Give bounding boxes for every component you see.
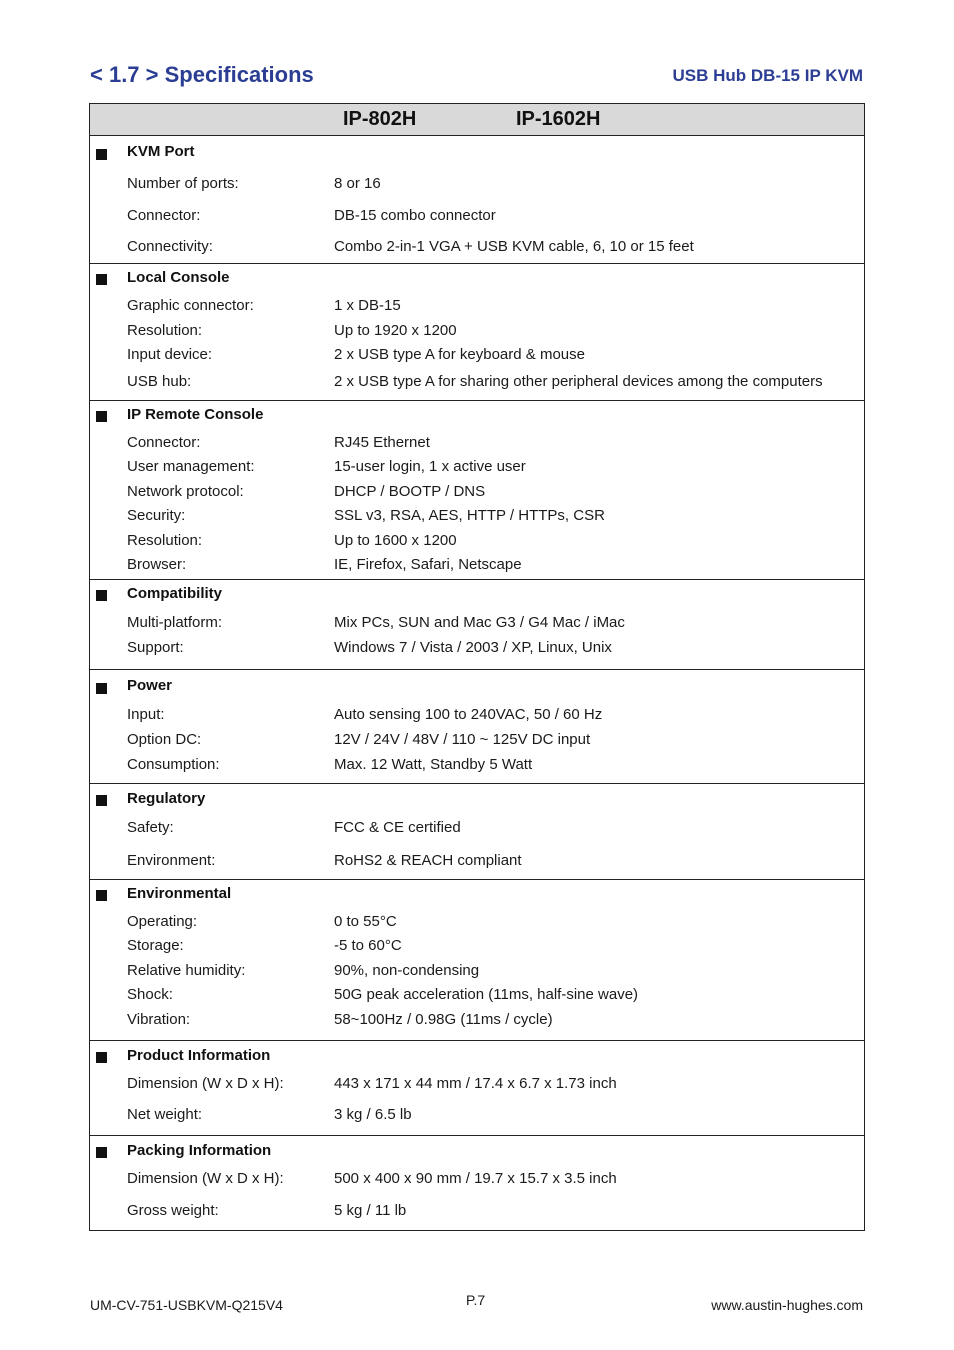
section-regulatory	[90, 785, 864, 880]
spec-label: Resolution:	[127, 322, 203, 339]
model-ip-1602h: IP-1602H	[516, 108, 601, 130]
section-title: Regulatory	[127, 790, 206, 807]
spec-label: Dimension (W x D x H):	[127, 1170, 284, 1187]
spec-label: Consumption:	[127, 756, 220, 773]
section-compatibility	[90, 581, 864, 670]
spec-label: Net weight:	[127, 1106, 203, 1123]
spec-label: Browser:	[127, 556, 187, 573]
spec-label: Connectivity:	[127, 238, 213, 255]
spec-label: Option DC:	[127, 731, 202, 748]
section-ip-remote-console	[90, 402, 864, 580]
spec-value: Mix PCs, SUN and Mac G3 / G4 Mac / iMac	[334, 614, 625, 631]
spec-value: 500 x 400 x 90 mm / 19.7 x 15.7 x 3.5 inch	[334, 1170, 617, 1187]
spec-label: Dimension (W x D x H):	[127, 1075, 284, 1092]
spec-value: 8 or 16	[334, 175, 381, 192]
spec-value: 90%, non-condensing	[334, 962, 480, 979]
section-power	[90, 671, 864, 784]
spec-value: RoHS2 & REACH compliant	[334, 852, 522, 869]
section-environmental	[90, 881, 864, 1041]
bullet-icon	[96, 683, 107, 694]
spec-value: 2 x USB type A for sharing other peripheral devices among the computers	[334, 373, 823, 390]
spec-value: Max. 12 Watt, Standby 5 Watt	[334, 756, 533, 773]
bullet-icon	[96, 590, 107, 601]
section-title: Product Information	[127, 1047, 271, 1064]
spec-value: 2 x USB type A for keyboard & mouse	[334, 346, 585, 363]
spec-value: 12V / 24V / 48V / 110 ~ 125V DC input	[334, 731, 591, 748]
spec-label: Relative humidity:	[127, 962, 246, 979]
spec-value: 1 x DB-15	[334, 297, 401, 314]
spec-value: Windows 7 / Vista / 2003 / XP, Linux, Unix	[334, 639, 612, 656]
spec-value: FCC & CE certified	[334, 819, 461, 836]
document-id: UM-CV-751-USBKVM-Q215V4	[90, 1297, 283, 1313]
spec-value: Auto sensing 100 to 240VAC, 50 / 60 Hz	[334, 706, 603, 723]
spec-table	[89, 103, 865, 1231]
section-title: IP Remote Console	[127, 406, 264, 423]
spec-label: Connector:	[127, 434, 201, 451]
spec-value: Combo 2-in-1 VGA + USB KVM cable, 6, 10 or 15 feet	[334, 238, 694, 255]
spec-value: 0 to 55°C	[334, 913, 397, 930]
section-kvm-port	[90, 137, 864, 264]
spec-label: Safety:	[127, 819, 174, 836]
spec-label: Security:	[127, 507, 186, 524]
spec-value: RJ45 Ethernet	[334, 434, 430, 451]
product-name: USB Hub DB-15 IP KVM	[672, 66, 863, 85]
spec-label: Storage:	[127, 937, 184, 954]
spec-label: Vibration:	[127, 1011, 191, 1028]
spec-value: 58~100Hz / 0.98G (11ms / cycle)	[334, 1011, 553, 1028]
section-title: Power	[127, 677, 173, 694]
spec-value: Up to 1600 x 1200	[334, 532, 457, 549]
model-header-row	[90, 104, 864, 136]
section-packing-information	[90, 1137, 864, 1229]
section-local-console	[90, 265, 864, 401]
section-title: Local Console	[127, 269, 230, 286]
spec-value: 5 kg / 11 lb	[334, 1202, 407, 1219]
bullet-icon	[96, 795, 107, 806]
spec-value: -5 to 60°C	[334, 937, 402, 954]
bullet-icon	[96, 890, 107, 901]
spec-label: Input device:	[127, 346, 213, 363]
spec-value: 15-user login, 1 x active user	[334, 458, 526, 475]
spec-value: 3 kg / 6.5 lb	[334, 1106, 412, 1123]
spec-value: Up to 1920 x 1200	[334, 322, 457, 339]
spec-value: 50G peak acceleration (11ms, half-sine wave)	[334, 986, 639, 1003]
bullet-icon	[96, 1052, 107, 1063]
spec-label: Shock:	[127, 986, 173, 1003]
section-title: Compatibility	[127, 585, 223, 602]
spec-value: SSL v3, RSA, AES, HTTP / HTTPs, CSR	[334, 507, 605, 524]
page-number: P.7	[466, 1292, 486, 1308]
spec-label: Operating:	[127, 913, 198, 930]
spec-label: Multi-platform:	[127, 614, 223, 631]
section-product-information	[90, 1042, 864, 1136]
spec-label: Graphic connector:	[127, 297, 254, 314]
section-title: Packing Information	[127, 1142, 272, 1159]
spec-label: USB hub:	[127, 373, 192, 390]
spec-label: Support:	[127, 639, 184, 656]
spec-label: Network protocol:	[127, 483, 244, 500]
model-ip-802h: IP-802H	[343, 108, 417, 130]
spec-value: IE, Firefox, Safari, Netscape	[334, 556, 522, 573]
bullet-icon	[96, 1147, 107, 1158]
spec-label: Number of ports:	[127, 175, 239, 192]
spec-label: User management:	[127, 458, 255, 475]
page-title: < 1.7 > Specifications	[90, 62, 314, 87]
website-link[interactable]: www.austin-hughes.com	[711, 1297, 863, 1313]
section-title: Environmental	[127, 885, 232, 902]
bullet-icon	[96, 411, 107, 422]
spec-value: DB-15 combo connector	[334, 207, 496, 224]
spec-label: Input:	[127, 706, 165, 723]
spec-label: Connector:	[127, 207, 201, 224]
spec-label: Environment:	[127, 852, 216, 869]
section-title: KVM Port	[127, 143, 195, 160]
spec-value: DHCP / BOOTP / DNS	[334, 483, 486, 500]
bullet-icon	[96, 149, 107, 160]
bullet-icon	[96, 274, 107, 285]
spec-value: 443 x 171 x 44 mm / 17.4 x 6.7 x 1.73 inch	[334, 1075, 617, 1092]
spec-label: Resolution:	[127, 532, 203, 549]
spec-label: Gross weight:	[127, 1202, 219, 1219]
